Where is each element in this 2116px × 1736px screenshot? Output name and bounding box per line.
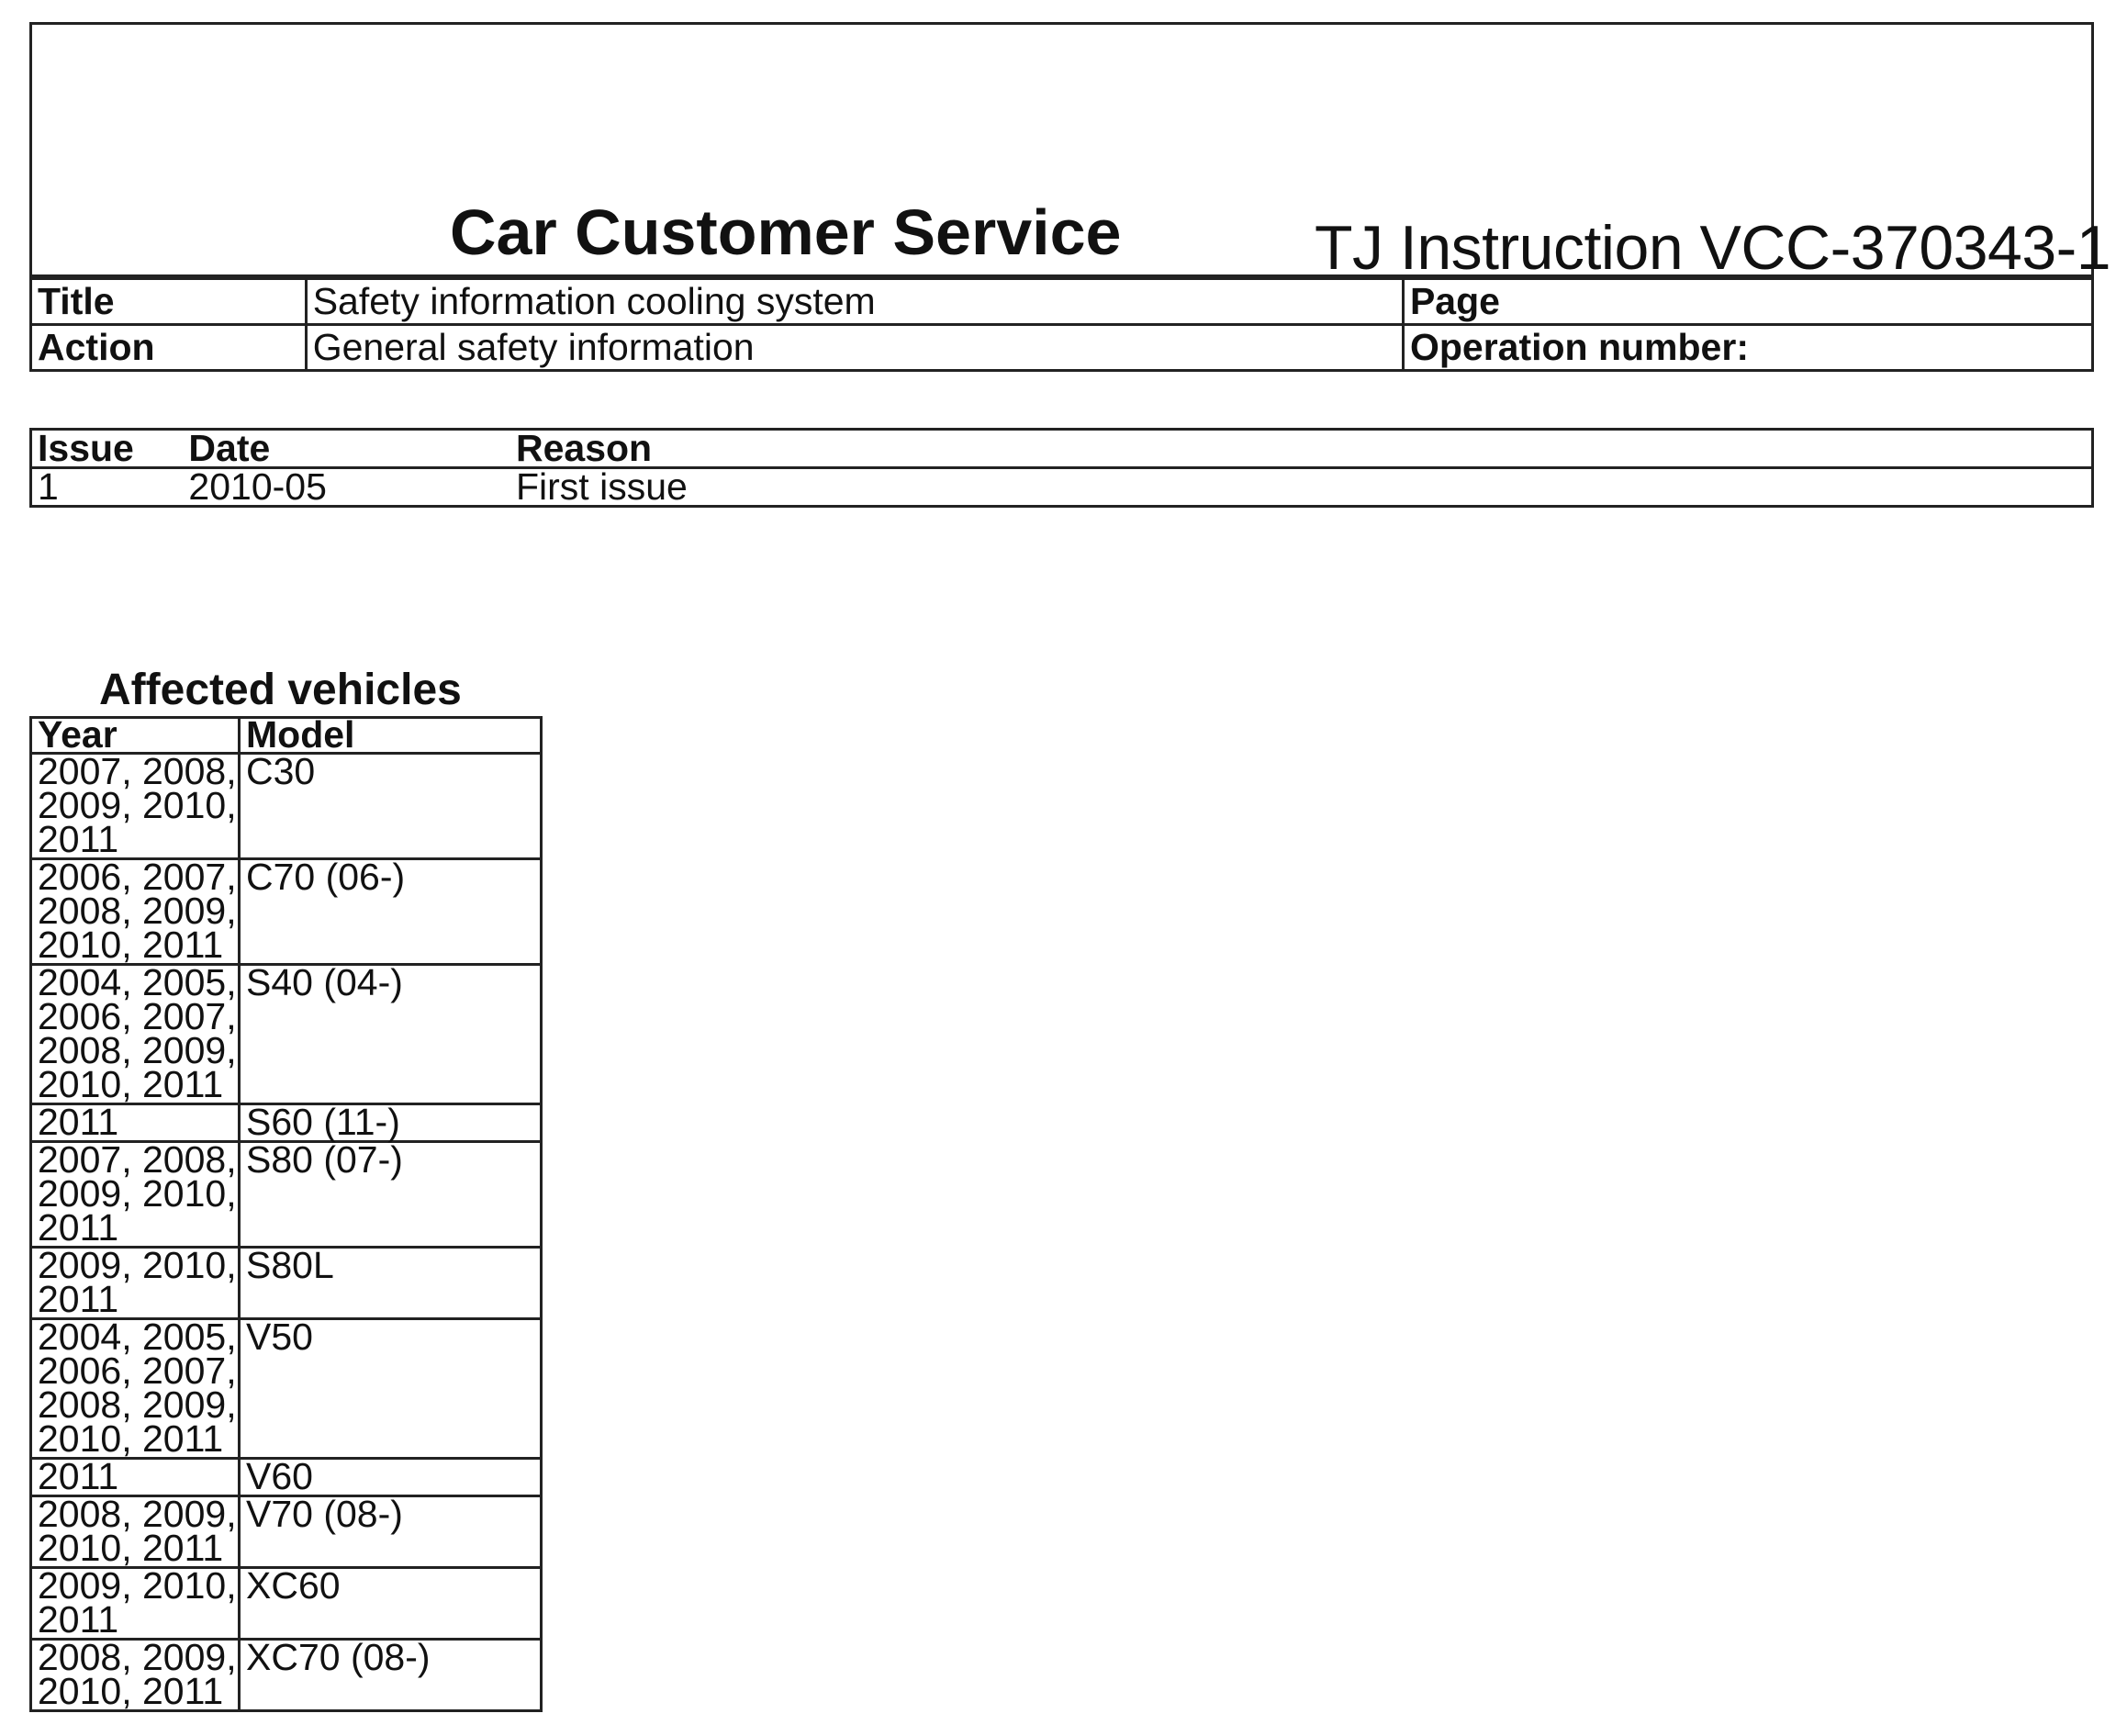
vehicle-year-line: 2009, 2010, xyxy=(38,1564,237,1607)
vehicle-model: V60 xyxy=(240,1459,542,1496)
vehicle-years xyxy=(31,1455,240,1497)
vehicle-year-line: 2008, 2009, xyxy=(38,1383,237,1426)
vehicle-year-line: 2009, 2010, xyxy=(38,784,237,826)
vehicle-year-line: 2006, 2007, xyxy=(38,856,237,898)
vehicle-model: S40 (04-) xyxy=(240,965,542,1104)
vehicle-year-line: 2010, 2011 xyxy=(38,1417,224,1460)
affected-vehicles-table xyxy=(29,713,543,1712)
vehicle-years xyxy=(31,1101,240,1143)
vehicle-model: S80 (07-) xyxy=(240,1142,542,1248)
title-row xyxy=(31,279,2093,325)
vehicle-years xyxy=(31,1564,240,1641)
vehicle-row xyxy=(31,1568,542,1640)
issue-header-row xyxy=(31,430,2093,468)
vehicle-row xyxy=(31,1459,542,1496)
vehicle-year-line: 2011 xyxy=(38,818,119,860)
page-label: Page xyxy=(1403,279,2092,325)
issue-header: Issue xyxy=(31,430,184,468)
vehicle-year-line: 2004, 2005, xyxy=(38,961,237,1003)
issue-date: 2010-05 xyxy=(183,468,510,507)
vehicle-row xyxy=(31,1319,542,1459)
vehicle-year-line: 2011 xyxy=(38,1101,119,1143)
operation-number-label: Operation number: xyxy=(1403,325,2092,371)
affected-vehicles-heading: Affected vehicles xyxy=(99,666,462,714)
instruction-id: TJ Instruction VCC-370343-1 xyxy=(1315,213,2111,283)
vehicle-years xyxy=(31,1493,240,1569)
vehicle-year-line: 2010, 2011 xyxy=(38,1527,224,1569)
vehicle-row xyxy=(31,754,542,859)
vehicle-row xyxy=(31,859,542,965)
vehicles-header-row xyxy=(31,718,542,754)
vehicle-year-line: 2008, 2009, xyxy=(38,1636,237,1678)
issue-table xyxy=(29,428,2094,508)
vehicle-row xyxy=(31,1640,542,1711)
vehicle-model: V50 xyxy=(240,1319,542,1459)
reason-header: Reason xyxy=(510,430,2093,468)
vehicle-year-line: 2006, 2007, xyxy=(38,1350,237,1392)
vehicle-years xyxy=(31,1316,240,1460)
issue-row xyxy=(31,468,2093,507)
vehicle-year-line: 2006, 2007, xyxy=(38,995,237,1037)
vehicle-year-line: 2008, 2009, xyxy=(38,1493,237,1535)
vehicle-model: C30 xyxy=(240,754,542,859)
vehicle-model: S80L xyxy=(240,1248,542,1319)
vehicle-years xyxy=(31,1138,240,1249)
vehicle-years xyxy=(31,856,240,966)
vehicle-year-line: 2010, 2011 xyxy=(38,1670,224,1712)
title-table xyxy=(29,277,2094,372)
vehicle-year-line: 2007, 2008, xyxy=(38,1138,237,1181)
vehicle-year-line: 2010, 2011 xyxy=(38,924,224,966)
vehicle-years xyxy=(31,1636,240,1712)
action-row xyxy=(31,325,2093,371)
vehicle-year-line: 2009, 2010, xyxy=(38,1244,237,1286)
vehicle-row xyxy=(31,1142,542,1248)
vehicle-year-line: 2007, 2008, xyxy=(38,750,237,792)
title-label: Title xyxy=(31,279,307,325)
vehicle-row xyxy=(31,1496,542,1568)
brand-title: Car Customer Service xyxy=(450,196,1122,268)
vehicle-year-line: 2008, 2009, xyxy=(38,1029,237,1071)
vehicle-year-line: 2011 xyxy=(38,1206,119,1249)
vehicle-year-line: 2004, 2005, xyxy=(38,1316,237,1358)
vehicle-year-line: 2011 xyxy=(38,1278,119,1320)
vehicle-year-line: 2010, 2011 xyxy=(38,1063,224,1105)
year-header: Year xyxy=(31,718,240,754)
vehicle-years xyxy=(31,961,240,1105)
vehicle-row xyxy=(31,1248,542,1319)
vehicle-years xyxy=(31,750,240,860)
vehicle-year-line: 2008, 2009, xyxy=(38,890,237,932)
issue-number: 1 xyxy=(31,468,184,507)
action-value: General safety information xyxy=(306,325,1403,371)
issue-reason: First issue xyxy=(510,468,2093,507)
vehicle-model: V70 (08-) xyxy=(240,1496,542,1568)
date-header: Date xyxy=(183,430,510,468)
vehicle-model: S60 (11-) xyxy=(240,1104,542,1142)
title-value: Safety information cooling system xyxy=(306,279,1403,325)
vehicle-model: XC60 xyxy=(240,1568,542,1640)
vehicle-year-line: 2011 xyxy=(38,1455,119,1497)
vehicle-year-line: 2011 xyxy=(38,1598,119,1641)
vehicle-years xyxy=(31,1244,240,1320)
vehicle-model: C70 (06-) xyxy=(240,859,542,965)
action-label: Action xyxy=(31,325,307,371)
model-header: Model xyxy=(240,718,542,754)
vehicle-model: XC70 (08-) xyxy=(240,1640,542,1711)
vehicle-row xyxy=(31,1104,542,1142)
vehicle-year-line: 2009, 2010, xyxy=(38,1172,237,1215)
vehicle-row xyxy=(31,965,542,1104)
